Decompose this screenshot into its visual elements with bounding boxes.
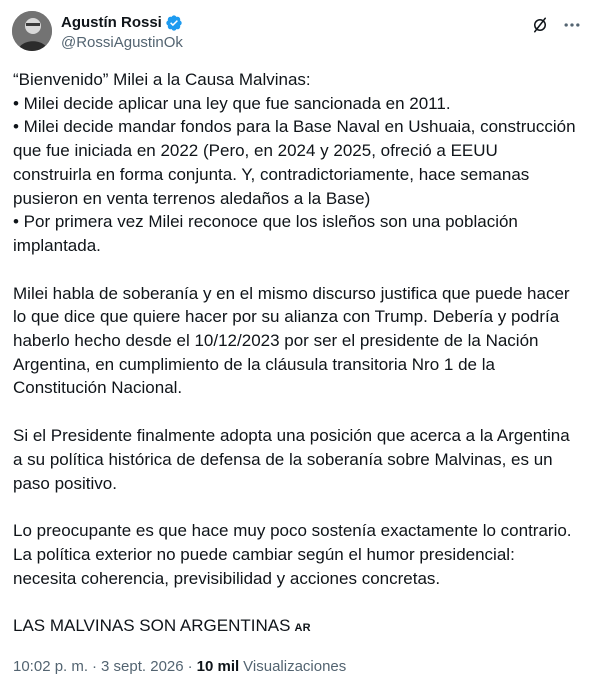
handle[interactable]: @RossiAgustinOk: [61, 34, 183, 51]
flag-ar: AR: [294, 622, 311, 635]
grok-icon[interactable]: [530, 15, 550, 35]
views-label[interactable]: Visualizaciones: [243, 658, 347, 675]
meta-separator: ·: [187, 658, 193, 675]
verified-badge-icon[interactable]: [165, 14, 183, 32]
tweet-header: [12, 11, 582, 55]
paragraph-gap: [13, 590, 580, 614]
tweet-paragraph: “Bienvenido” Milei a la Causa Malvinas: • Milei decide aplicar una ley que fue sancionada en 2011. • Milei decide mandar fondos para la Base Naval en Ushuaia, construcción que fue iniciada en 2022 (Pero, en 2024 y 2025, ofreció a EEUU construirla en forma conjunta. Y, contradictoriamente, hace semanas pusieron en venta terrenos aledaños a la Base) • Por primera vez Milei reconoce que los isleños son una población implantada.: [13, 70, 576, 255]
tweet-date[interactable]: 3 sept. 2026: [101, 658, 184, 675]
tweet-paragraph: Si el Presidente finalmente adopta una posición que acerca a la Argentina a su política histórica de defensa de la soberanía sobre Malvinas, es un paso positivo.: [13, 426, 575, 493]
tweet-text: [13, 68, 580, 641]
tweet-closing: [13, 614, 580, 641]
display-name[interactable]: Agustín Rossi: [61, 14, 162, 31]
tweet-paragraph: Lo preocupante es que hace muy poco sostenía exactamente lo contrario. La política exterior no puede cambiar según el humor presidencial: necesita coherencia, previsibilidad y acciones concretas.: [13, 521, 577, 588]
views-count[interactable]: 10 mil: [196, 658, 240, 675]
avatar-image: [12, 11, 52, 51]
name-row: [61, 13, 183, 32]
tweet-time[interactable]: 10:02 p. m.: [13, 658, 89, 675]
paragraph-gap: [13, 400, 580, 424]
meta-separator: ·: [92, 658, 98, 675]
closing-text: LAS MALVINAS SON ARGENTINAS: [13, 616, 291, 636]
tweet-meta: [13, 658, 346, 675]
tweet-paragraph: Milei habla de soberanía y en el mismo discurso justifica que puede hacer lo que dice que quiere hacer por su alianza con Trump. Debería y podría haberlo hecho desde el 10/12/2023 por ser el presidente de la Nación Argentina, en cumplimiento de la cláusula transitoria Nro 1 de la Constitución Nacional.: [13, 283, 575, 398]
header-actions: [530, 15, 582, 35]
paragraph-gap: [13, 495, 580, 519]
avatar[interactable]: [12, 11, 52, 51]
paragraph-gap: [13, 258, 580, 282]
author-info: [61, 13, 183, 51]
more-options-icon[interactable]: [562, 15, 582, 35]
